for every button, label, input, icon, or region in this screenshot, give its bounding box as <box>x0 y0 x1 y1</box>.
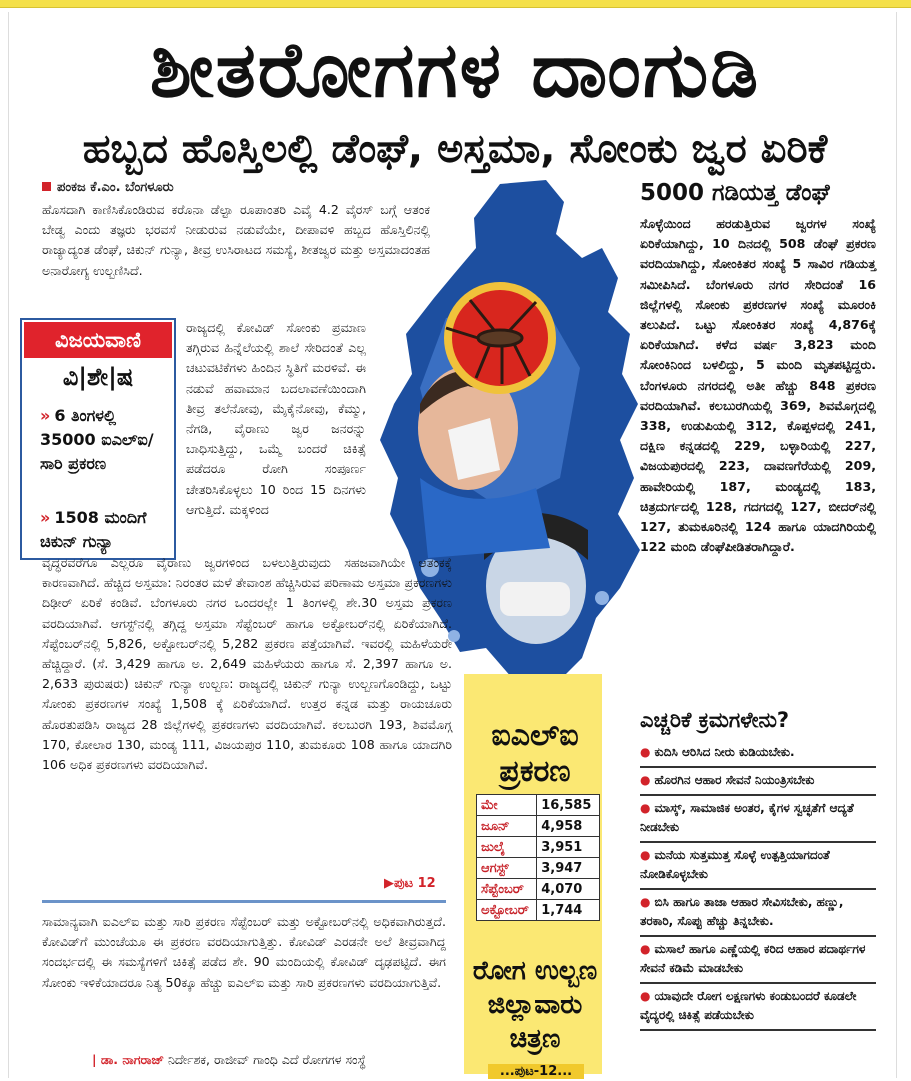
bullet-icon: ● <box>640 989 651 1003</box>
byline <box>42 180 174 195</box>
list-item: ● ಮಾಸ್ಕ್, ಸಾಮಾಜಿಕ ಅಂತರ, ಕೈಗಳ ಸ್ವಚ್ಛತೆಗೆ ಆದ್ಯತೆ ನೀಡಬೇಕು <box>640 796 876 843</box>
dengue-title: 5000 ಗಡಿಯತ್ತ ಡೆಂಘೆ <box>640 180 830 206</box>
byline-text: ಪಂಕಜ ಕೆ.ಎಂ. ಬೆಂಗಳೂರು <box>57 180 174 195</box>
bullet-icon: ● <box>640 773 651 787</box>
ili-title: ಐಎಲ್‌ಐ ಪ್ರಕರಣ <box>491 718 579 789</box>
continued-ref: ▶ಪುಟ 12 <box>384 876 436 891</box>
fact-item-1: » 6 ತಿಂಗಳಲ್ಲಿ 35000 ಐಎಲ್‌ಐ/ಸಾರಿ ಪ್ರಕರಣ <box>40 406 154 473</box>
continued-paragraph: ವೃದ್ಧರವರೆಗೂ ಎಲ್ಲರೂ ವೈರಾಣು ಜ್ವರಗಳಿಂದ ಬಳಲುತ್ತಿರುವುದು ಸಹಜವಾಗಿಯೇ ಆತಂಕಕ್ಕೆ ಕಾರಣವಾಗಿದೆ. ಹೆಚ್ಚಿದ ಅಸ್ತಮಾ: ನಿರಂತರ ಮಳೆ ತೇವಾಂಶ ಹೆಚ್ಚಿಸಿರುವ ಪರಿಣಾಮ ಅಸ್ತಮಾ ಪ್ರಕರಣಗಳು ದಿಢೀರ್ ಏರಿಕೆ ಕಂಡಿವೆ. ಬೆಂಗಳೂರು ನಗರ ಒಂದರಲ್ಲೇ 1 ತಿಂಗಳಲ್ಲಿ ಶೇ.30 ಅಸ್ತಮ ಪ್ರಕರಣ ವರದಿಯಾಗಿವೆ. ಆಗಸ್ಟ್‌ನಲ್ಲಿ ತಗ್ಗಿದ್ದ ಅಸ್ತಮಾ ಸೆಪ್ಟೆಂಬರ್ ಹಾಗೂ ಅಕ್ಟೋಬರ್‌ನಲ್ಲಿ ಏರಿಕೆಯಾಗಿದೆ. ಸೆಪ್ಟೆಂಬರ್‌ನಲ್ಲಿ 5,826, ಅಕ್ಟೋಬರ್‌ನಲ್ಲಿ 5,282 ಪ್ರಕರಣ ಪತ್ತೆಯಾಗಿವೆ. ಇವರಲ್ಲಿ ಮಹಿಳೆಯರೇ ಹೆಚ್ಚಿದ್ದಾರೆ. (ಸೆ. 3,429 ಹಾಗೂ ಅ. 2,649 ಮಹಿಳೆಯರು ಹಾಗೂ ಸೆ. 2,397 ಹಾಗೂ ಅ. 2,633 ಪುರುಷರು) ಚಿಕುನ್ ಗುನ್ಯಾ ಉಲ್ಬಣ: ರಾಜ್ಯದಲ್ಲಿ ಚಿಕುನ್ ಗುನ್ಯಾ ಉಲ್ಬಣಗೊಂಡಿದ್ದು, ಒಟ್ಟು ಸೋಂಕು ಪ್ರಕರಣಗಳ ಸಂಖ್ಯೆ 1,508 ಕ್ಕೆ ಏರಿಕೆಯಾಗಿದೆ. ಉತ್ತರ ಕನ್ನಡ ಮತ್ತು ರಾಯಚೂರು ಹೊರತುಪಡಿಸಿ ರಾಜ್ಯದ 28 ಜಿಲ್ಲೆಗಳಲ್ಲಿ ಪ್ರಕರಣಗಳು ವರದಿಯಾಗಿವೆ. ಕಲಬುರಗಿ 193, ಶಿವಮೊಗ್ಗ 170, ಕೋಲಾರ 130, ಮಂಡ್ಯ 111, ವಿಜಯಪುರ 110, ತುಮಕೂರು 108 ಹಾಗೂ ಯಾದಗಿರಿ 106 ಅಧಿಕ ಪ್ರಕರಣಗಳು ವರದಿಯಾಗಿವೆ. <box>42 555 452 773</box>
bullet-icon: ● <box>640 895 651 909</box>
chevron-right-icon: » <box>40 508 51 527</box>
dengue-paragraph: ಸೊಳ್ಳೆಯಿಂದ ಹರಡುತ್ತಿರುವ ಜ್ವರಗಳ ಸಂಖ್ಯೆ ಏರಿಕೆಯಾಗಿದ್ದು, 10 ದಿನದಲ್ಲಿ 508 ಡೆಂಘೆ ಪ್ರಕರಣ ವರದಿಯಾಗಿದ್ದು, ಸೋಂಕಿತರ ಸಂಖ್ಯೆ 5 ಸಾವಿರ ಗಡಿಯತ್ತ ಸಮೀಪಿಸಿದೆ. ಬೆಂಗಳೂರು ನಗರ ಸೇರಿದಂತೆ 16 ಜಿಲ್ಲೆಗಳಲ್ಲಿ ಸೋಂಕು ಪ್ರಕರಣಗಳ ಸಂಖ್ಯೆ ಮೂರಂಕಿ ತಲುಪಿದೆ. ಒಟ್ಟು ಸೋಂಕಿತರ ಸಂಖ್ಯೆ 4,876ಕ್ಕೆ ಏರಿಕೆಯಾಗಿದೆ. ಕಳೆದ ವರ್ಷ 3,823 ಮಂದಿ ಸೋಂಕಿನಿಂದ ಬಳಲಿದ್ದು, 5 ಮಂದಿ ಮೃತಪಟ್ಟಿದ್ದರು. ಬೆಂಗಳೂರು ನಗರದಲ್ಲಿ ಅತೀ ಹೆಚ್ಚು 848 ಪ್ರಕರಣ ವರದಿಯಾಗಿವೆ. ಕಲಬುರಗಿಯಲ್ಲಿ 369, ಶಿವಮೊಗ್ಗದಲ್ಲಿ 338, ಉಡುಪಿಯಲ್ಲಿ 312, ಕೊಪ್ಪಳದಲ್ಲಿ 241, ದಕ್ಷಿಣ ಕನ್ನಡದಲ್ಲಿ 229, ಬಳ್ಳಾರಿಯಲ್ಲಿ 227, ವಿಜಯಪುರದಲ್ಲಿ 223, ದಾವಣಗೆರೆಯಲ್ಲಿ 209, ಹಾವೇರಿಯಲ್ಲಿ 187, ಮಂಡ್ಯದಲ್ಲಿ 183, ಚಿತ್ರದುರ್ಗದಲ್ಲಿ 128, ಗದಗದಲ್ಲಿ 127, ಬೀದರ್‌ನಲ್ಲಿ 127, ತುಮಕೂರಿನಲ್ಲಿ 124 ಹಾಗೂ ಯಾದಗಿರಿಯಲ್ಲಿ 122 ಮಂದಿ ಡೆಂಘೆಪೀಡಿತರಾಗಿದ್ದಾರೆ. <box>640 216 876 555</box>
intro-paragraph: ಹೊಸದಾಗಿ ಕಾಣಿಸಿಕೊಂಡಿರುವ ಕರೊನಾ ಡೆಲ್ಟಾ ರೂಪಾಂತರಿ ಎವೈ 4.2 ವೈರಸ್ ಬಗ್ಗೆ ಆತಂಕ ಬೇಡ್ವ ಎಂದು ತಜ್ಞರು ಭರವಸೆ ನೀಡುರುವ ನಡುವೆಯೇ, ದೀಪಾವಳಿ ಹಬ್ಬದ ಹೊಸ್ತಿಲಿನಲ್ಲಿ ರಾಜ್ಯಾದ್ಯಂತ ಡೆಂಘೆ, ಚಿಕುನ್ ಗುನ್ಯಾ, ತೀವ್ರ ಉಸಿರಾಟದ ಸಮಸ್ಯೆ, ಶೀತಜ್ವರ ಮತ್ತು ಅಸ್ತಮಾದಂತಹ ಅನಾರೋಗ್ಯ ಉಲ್ಬಣಿಸಿದೆ. <box>42 202 430 278</box>
ili-table <box>476 794 600 921</box>
headline: ಶೀತರೋಗಗಳ ದಾಂಗುಡಿ <box>149 25 761 114</box>
expert-quote: ಸಾಮಾನ್ಯವಾಗಿ ಐಎಲ್‌ಐ ಮತ್ತು ಸಾರಿ ಪ್ರಕರಣ ಸೆಪ್ಟೆಂಬರ್ ಮತ್ತು ಅಕ್ಟೋಬರ್‌ನಲ್ಲಿ ಅಧಿಕವಾಗಿರುತ್ತದೆ. ಕೋವಿಡ್‌ಗೆ ಮುಂಚೆಯೂ ಈ ಪ್ರಕರಣ ವರದಿಯಾಗುತ್ತಿತ್ತು. ಕೋವಿಡ್ ಎರಡನೇ ಅಲೆ ತೀವ್ರವಾಗಿದ್ದ ಸಂದರ್ಭದಲ್ಲಿ ಈ ಸಮಸ್ಯೆಗಳಿಗೆ ಚಿಕಿತ್ಸೆ ಪಡೆದ ಶೇ. 90 ಮಂದಿಯಲ್ಲಿ ಕೋವಿಡ್ ದೃಢಪಟ್ಟಿದೆ. ಈಗ ಸೋಂಕು ಇಳಿಕೆಯಾದರೂ ನಿತ್ಯ 50ಕ್ಕೂ ಹೆಚ್ಚು ಐಎಲ್‌ಐ ಮತ್ತು ಸಾರಿ ಪ್ರಕರಣಗಳು ವರದಿಯಾಗುತ್ತಿವೆ. <box>42 914 446 990</box>
table-row: ಆಗಸ್ಟ್ 3,947 <box>477 858 600 879</box>
list-item: ● ಬಿಸಿ ಹಾಗೂ ತಾಜಾ ಆಹಾರ ಸೇವಿಸಬೇಕು, ಹಣ್ಣು, ತರಕಾರಿ, ಸೊಪ್ಪು ಹೆಚ್ಚು ತಿನ್ನಬೇಕು. <box>640 890 876 937</box>
district-title: ರೋಗ ಉಲ್ಬಣ ಜಿಲ್ಲಾವಾರು ಚಿತ್ರಣ <box>472 956 598 1054</box>
table-row: ಮೇ 16,585 <box>477 795 600 816</box>
list-item: ● ಕುದಿಸಿ ಆರಿಸಿದ ನೀರು ಕುಡಿಯಬೇಕು. <box>640 740 876 768</box>
district-ref: ...ಪುಟ-12... <box>488 1064 584 1079</box>
list-item: ● ಹೊರಗಿನ ಆಹಾರ ಸೇವನೆ ನಿಯಂತ್ರಿಸಬೇಕು <box>640 768 876 796</box>
right-column-paragraph: ರಾಜ್ಯದಲ್ಲಿ ಕೋವಿಡ್ ಸೋಂಕು ಪ್ರಮಾಣ ತಗ್ಗಿರುವ ಹಿನ್ನೆಲೆಯಲ್ಲಿ ಶಾಲೆ ಸೇರಿದಂತೆ ಎಲ್ಲ ಚಟುವಟಿಕೆಗಳು ಹಿಂದಿನ ಸ್ಥಿತಿಗೆ ಮರಳಿವೆ. ಈ ನಡುವೆ ಹವಾಮಾನ ಬದಲಾವಣೆಯಿಂದಾಗಿ ತೀವ್ರ ತಲೆನೋವು, ಮೈಕೈನೋವು, ಕೆಮ್ಮು, ನೆಗಡಿ, ವೈರಾಣು ಜ್ವರ ಜನರನ್ನು ಬಾಧಿಸುತ್ತಿದ್ದು, ಒಮ್ಮೆ ಬಂದರೆ ಚಿಕಿತ್ಸೆ ಪಡೆದರೂ ರೋಗಿ ಸಂಪೂರ್ಣ ಚೇತರಿಸಿಕೊಳ್ಳಲು 10 ರಿಂದ 15 ದಿನಗಳು ಆಗುತ್ತಿದೆ. ಮಕ್ಕಳಿಂದ <box>186 320 366 517</box>
table-row: ಸೆಪ್ಟೆಂಬರ್ 4,070 <box>477 879 600 900</box>
list-item: ● ಮಸಾಲೆ ಹಾಗೂ ಎಣ್ಣೆಯಲ್ಲಿ ಕರಿದ ಆಹಾರ ಪದಾರ್ಥಗಳ ಸೇವನೆ ಕಡಿಮೆ ಮಾಡಬೇಕು <box>640 937 876 984</box>
bullet-icon: ● <box>640 801 651 815</box>
section-divider <box>42 900 446 903</box>
bullet-square-icon <box>42 182 51 191</box>
table-row: ಜೂನ್ 4,958 <box>477 816 600 837</box>
warnings-list <box>640 740 876 1031</box>
table-row: ಜುಲೈ 3,951 <box>477 837 600 858</box>
list-item: ● ಯಾವುದೇ ರೋಗ ಲಕ್ಷಣಗಳು ಕಂಡುಬಂದರೆ ಕೂಡಲೇ ವೈದ್ಯರಲ್ಲಿ ಚಿಕಿತ್ಸೆ ಪಡೆಯಬೇಕು <box>640 984 876 1031</box>
warnings-title: ಎಚ್ಚರಿಕೆ ಕ್ರಮಗಳೇನು? <box>640 708 790 732</box>
badge-special: ವಿ|ಶೇ|ಷ <box>62 363 134 391</box>
list-item: ● ಮನೆಯ ಸುತ್ತಮುತ್ತ ಸೊಳ್ಳೆ ಉತ್ಪತ್ತಿಯಾಗದಂತೆ ನೋಡಿಕೊಳ್ಳಬೇಕು <box>640 843 876 890</box>
fact-item-2: » 1508 ಮಂದಿಗೆ ಚಿಕುನ್ ಗುನ್ಯಾ <box>40 508 147 551</box>
bullet-icon: ● <box>640 745 651 759</box>
expert-name: ಡಾ. ನಾಗರಾಜ್ <box>100 1052 164 1067</box>
expert-signoff: | ಡಾ. ನಾಗರಾಜ್ ನಿರ್ದೇಶಕ, ರಾಜೀವ್ ಗಾಂಧಿ ಎದೆ ರೋಗಗಳ ಸಂಸ್ಥೆ <box>92 1052 366 1067</box>
bullet-icon: ● <box>640 848 651 862</box>
expert-role: ನಿರ್ದೇಶಕ, ರಾಜೀವ್ ಗಾಂಧಿ ಎದೆ ರೋಗಗಳ ಸಂಸ್ಥೆ <box>167 1052 366 1067</box>
chevron-right-icon: » <box>40 406 51 425</box>
subheadline: ಹಬ್ಬದ ಹೊಸ್ತಿಲಲ್ಲಿ ಡೆಂಘೆ, ಅಸ್ತಮಾ, ಸೋಂಕು ಜ್ವರ ಏರಿಕೆ <box>82 126 828 172</box>
table-row: ಅಕ್ಟೋಬರ್ 1,744 <box>477 900 600 921</box>
badge-brand: ವಿಜಯವಾಣಿ <box>24 322 172 358</box>
bullet-icon: ● <box>640 942 651 956</box>
vijayavani-special-badge <box>20 318 176 402</box>
top-color-strip <box>0 0 911 8</box>
